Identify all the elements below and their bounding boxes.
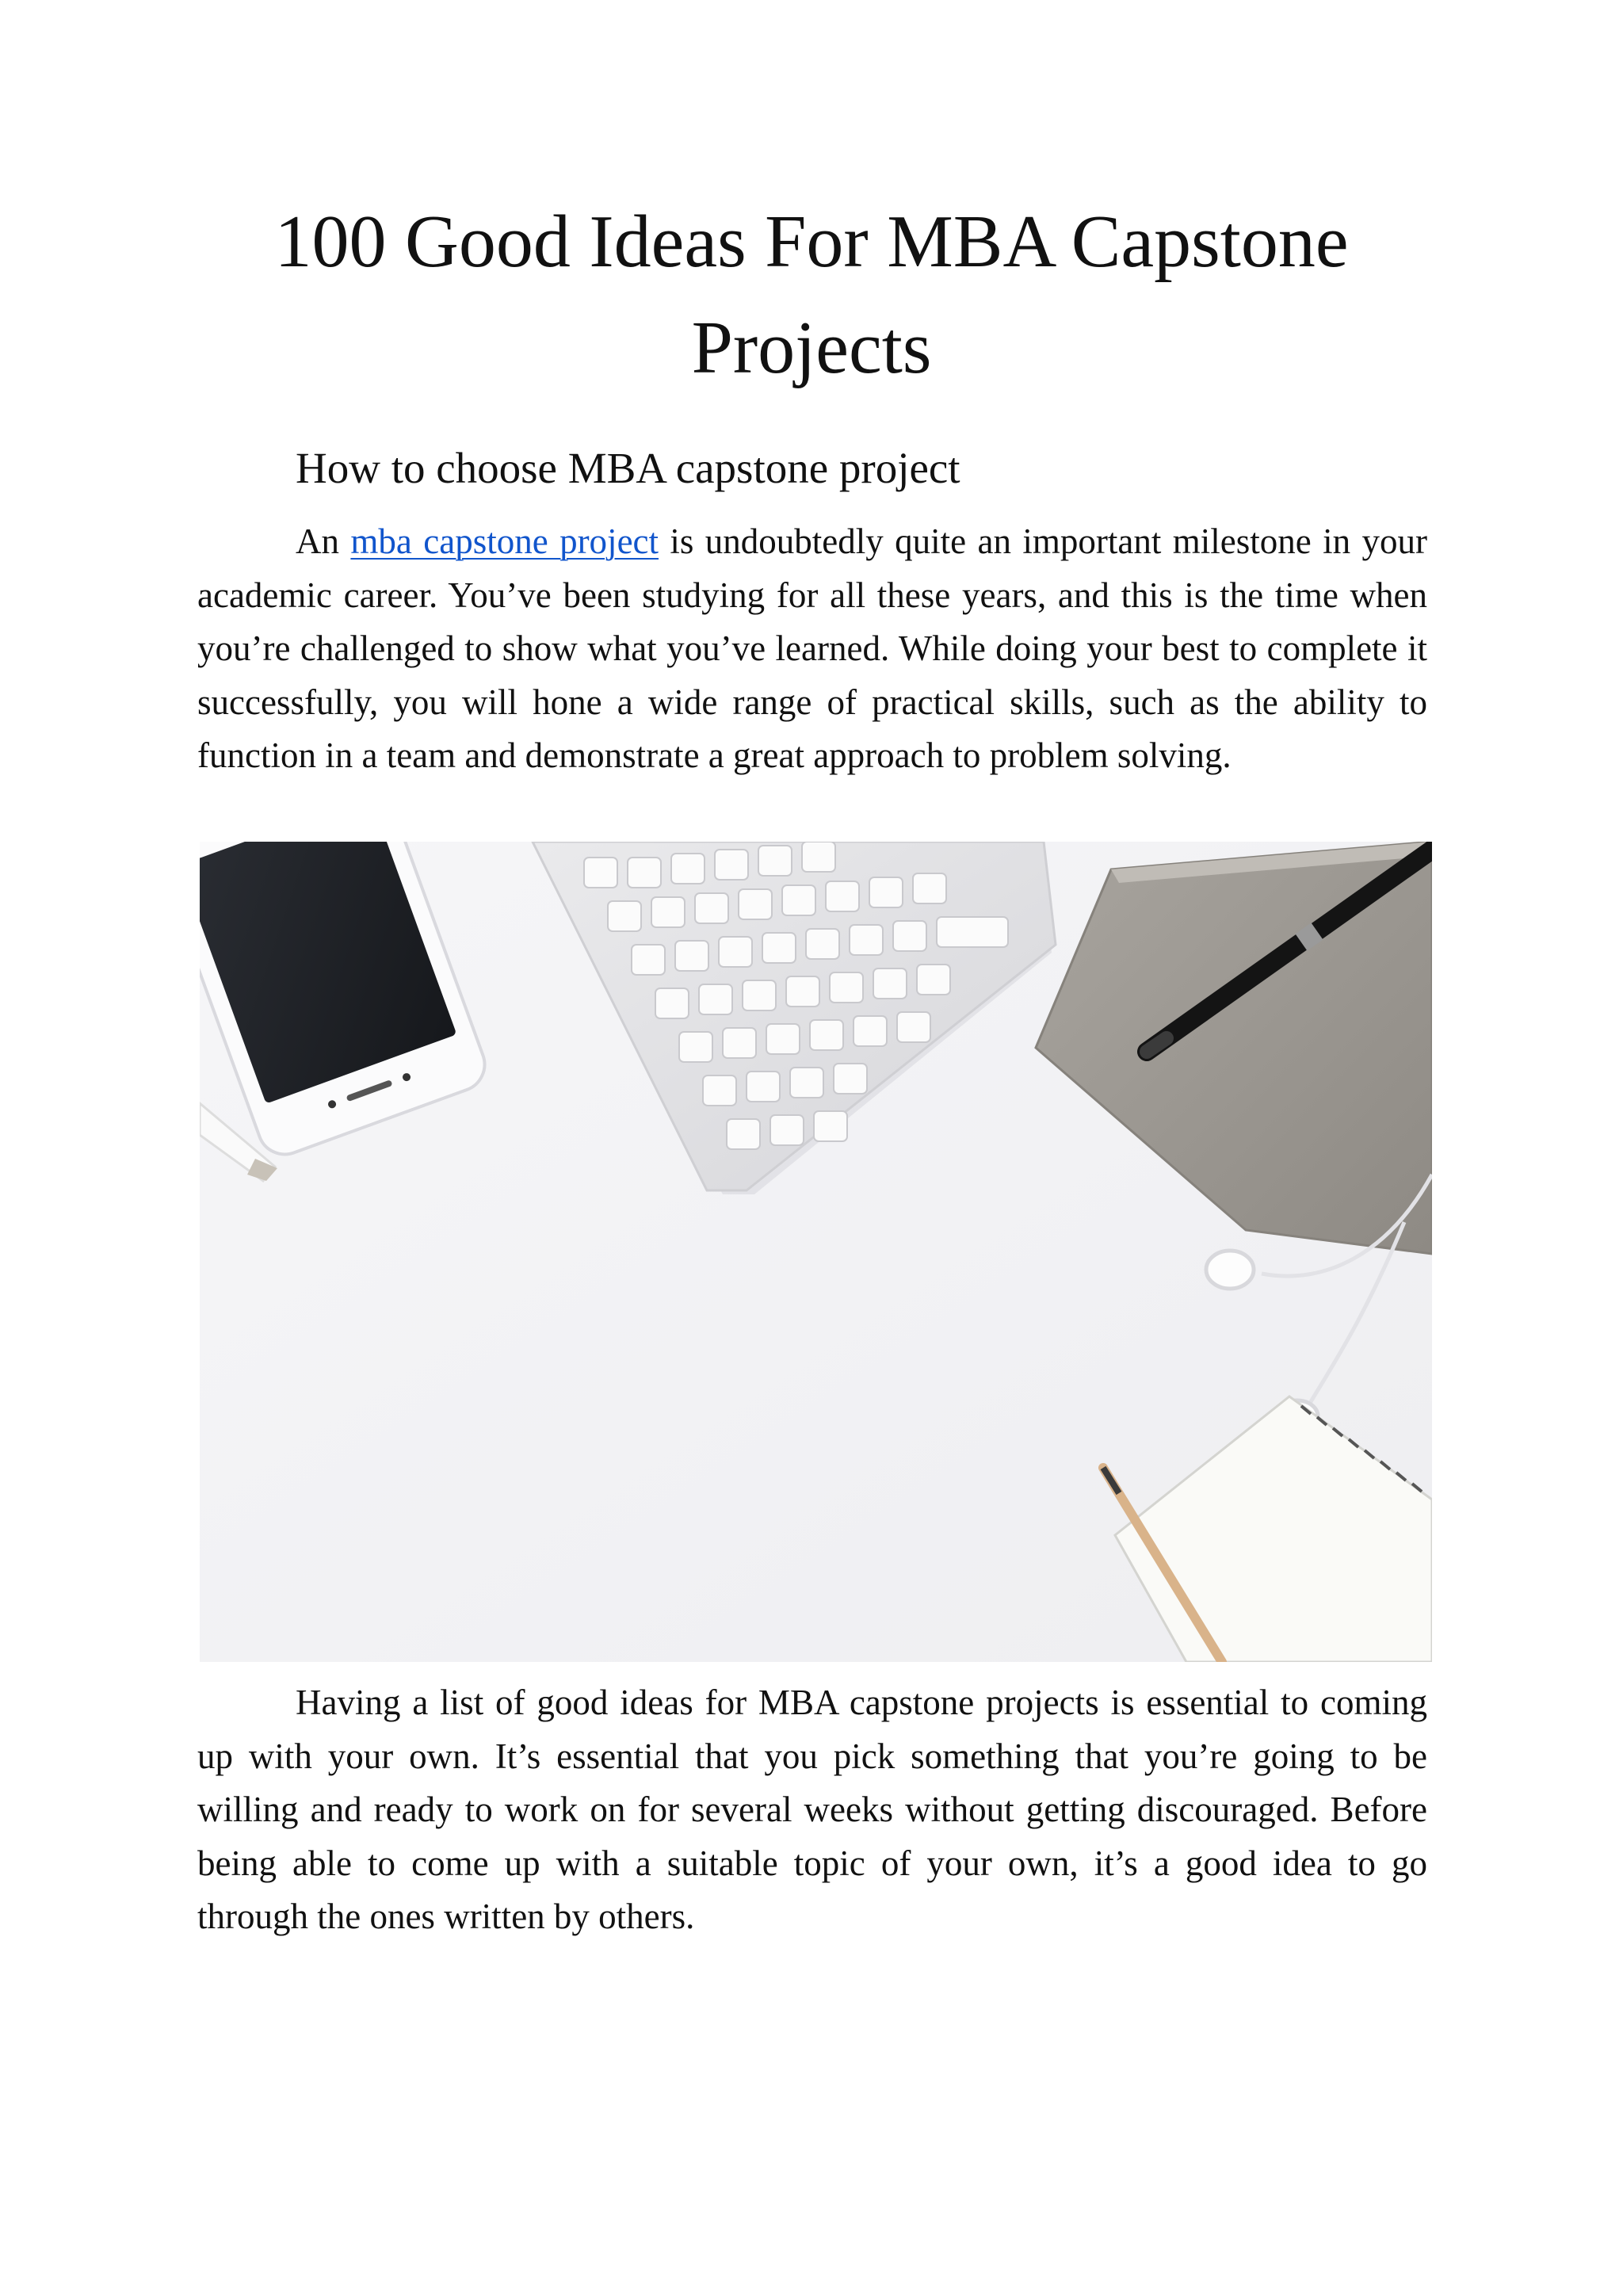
desk-workspace-photo — [200, 842, 1432, 1662]
mba-capstone-project-link[interactable]: mba capstone project — [350, 521, 659, 561]
intro-body-text: is undoubtedly quite an important milestone in your academic career. You’ve been studying for all these years, and this is the time when you’re challenged to show what you’ve learned. While doing your best to complete it successfully, you will hone a wide range of practical skills, such as the ability to function in a team and demonstrate a great approach to problem solving. — [197, 521, 1427, 775]
intro-paragraph — [197, 515, 1427, 783]
document-title: 100 Good Ideas For MBA Capstone Projects — [274, 201, 1349, 389]
intro-lead-text: An — [296, 521, 339, 561]
section-heading: How to choose MBA capstone project — [296, 444, 960, 492]
ideas-paragraph: Having a list of good ideas for MBA capstone projects is essential to coming up with your own. It’s essential that you pick something that you’re going to be willing and ready to work on for several weeks without getting discouraged. Before being able to come up with a suitable topic of your own, it’s a good idea to go through the ones written by others. — [197, 1683, 1427, 1936]
